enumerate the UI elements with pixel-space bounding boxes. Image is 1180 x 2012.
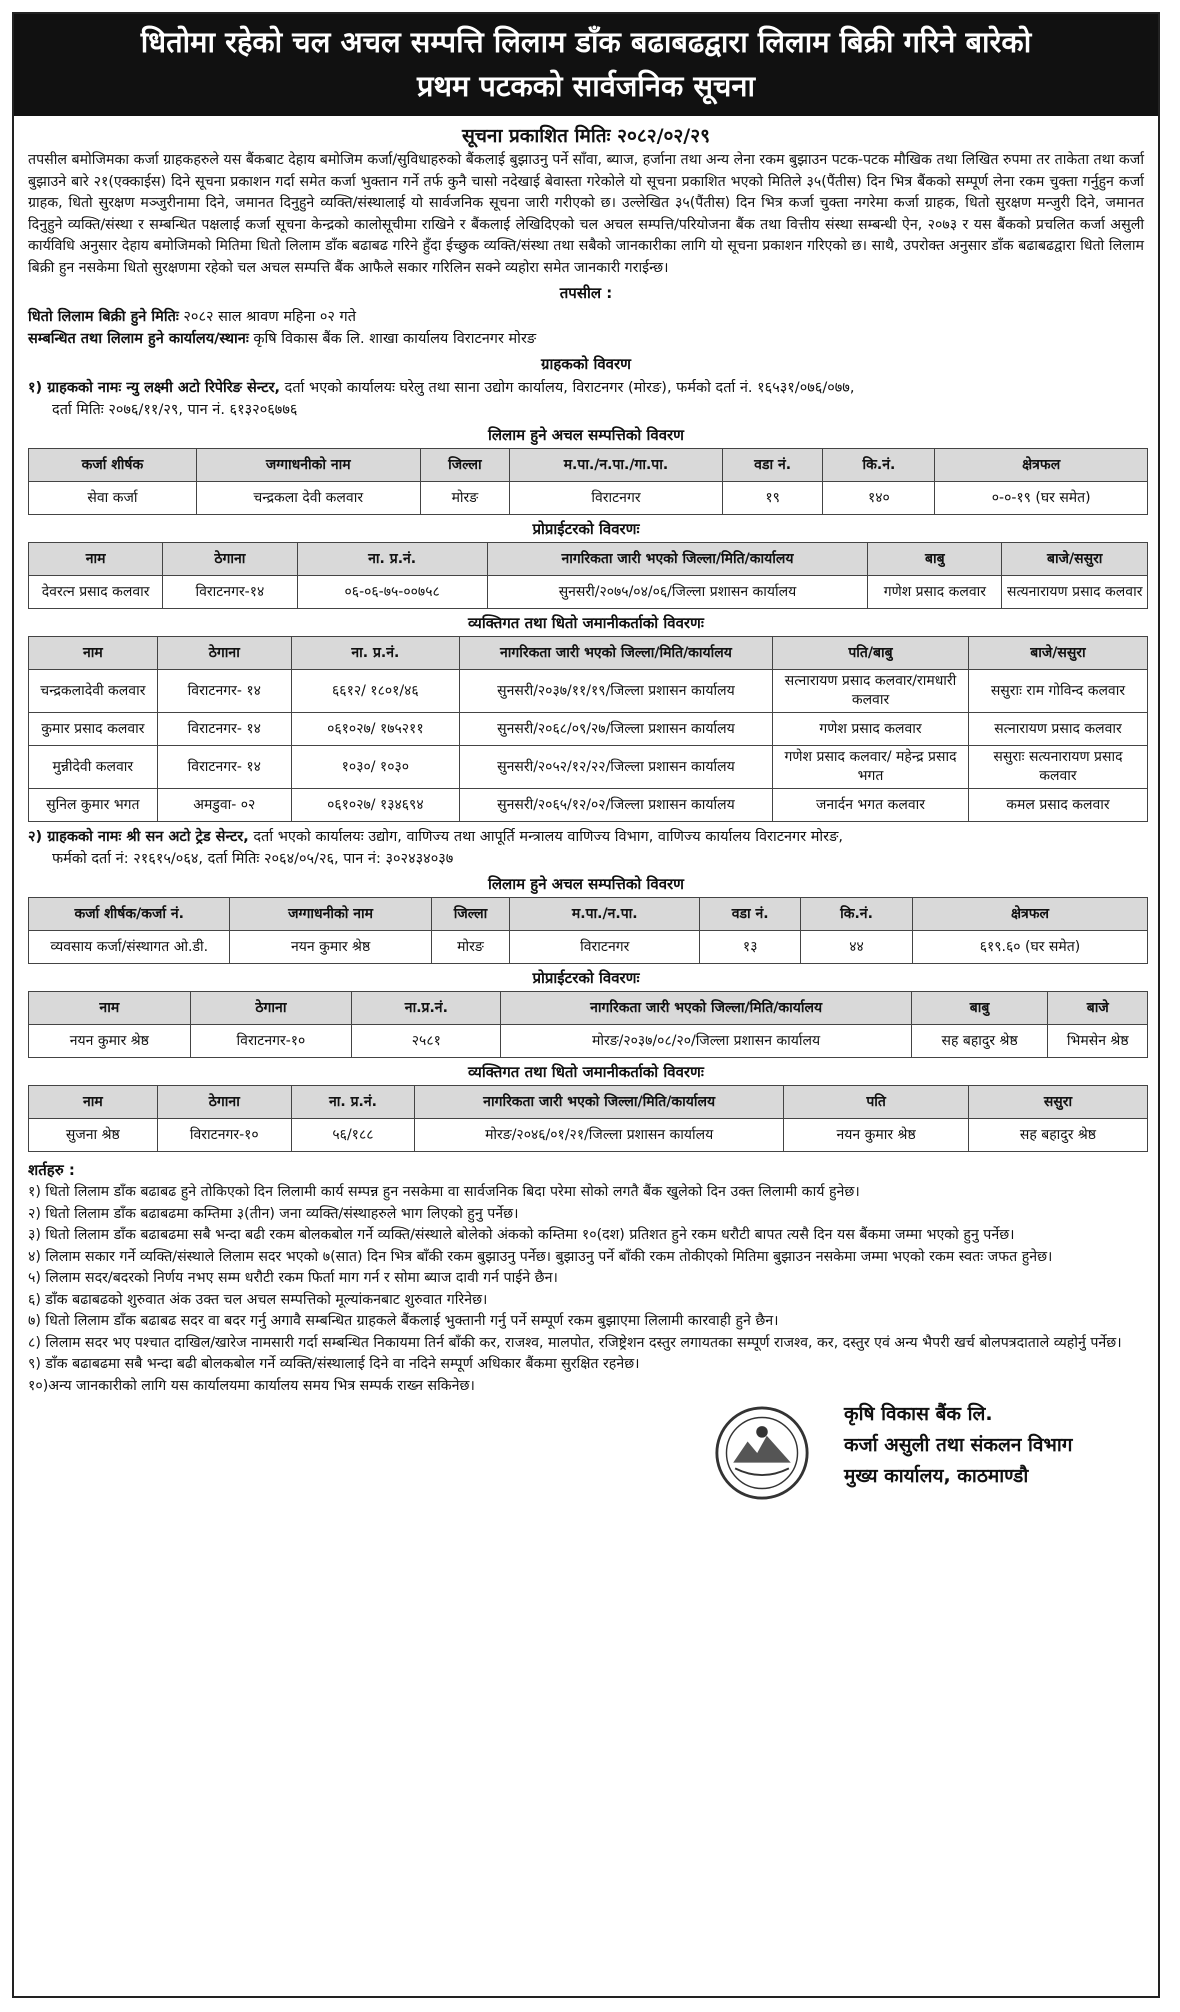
c1-guarantor-table — [28, 636, 1148, 822]
term-item: ९) डाँक बढाबढमा सबै भन्दा बढी बोलकबोल गर्ने व्यक्ति/संस्थालाई दिने वा नदिने सम्पूर्ण अधिकार बैंकमा सुरक्षित रहनेछ। — [28, 1356, 640, 1372]
table-header-row — [29, 1086, 1148, 1119]
table-header-cell: कि.नं. — [823, 449, 935, 482]
table-cell: मुन्नीदेवी कलवार — [29, 746, 158, 789]
table-cell: मोरङ — [431, 931, 509, 964]
table-header-cell: कि.नं. — [801, 898, 913, 931]
table-cell: ६६१२/ १८०१/४६ — [291, 670, 459, 713]
table-cell: १४० — [823, 482, 935, 515]
c2-property-heading: लिलाम हुने अचल सम्पत्तिको विवरण — [487, 875, 685, 893]
table-cell: गणेश प्रसाद कलवार/ महेन्द्र प्रसाद भगत — [773, 746, 969, 789]
table-cell: विराटनगर-१० — [157, 1119, 291, 1152]
table-cell: कमल प्रसाद कलवार — [968, 789, 1147, 822]
table-header-cell: जिल्ला — [431, 898, 509, 931]
table-cell: कुमार प्रसाद कलवार — [29, 713, 158, 746]
customer-1-line — [14, 377, 1158, 399]
auction-date-value: २०८२ साल श्रावण महिना ०२ गते — [183, 309, 356, 325]
table-row — [29, 576, 1148, 609]
table-row — [29, 789, 1148, 822]
term-item: ६) डाँक बढाबढको शुरुवात अंक उक्त चल अचल सम्पत्तिको मूल्यांकनबाट शुरुवात गरिनेछ। — [28, 1291, 488, 1308]
customer-2-line — [14, 826, 1158, 848]
table-cell: विराटनगर- १४ — [157, 670, 291, 713]
term-item: १०)अन्य जानकारीको लागि यस कार्यालयमा कार्यालय समय भित्र सम्पर्क राख्न सकिनेछ। — [28, 1377, 475, 1394]
c1-proprietor-table — [28, 542, 1148, 609]
table-row — [29, 1025, 1148, 1058]
c1-guarantor-heading: व्यक्तिगत तथा धितो जमानीकर्ताको विवरणः — [468, 614, 704, 632]
c1-property-heading: लिलाम हुने अचल सम्पत्तिको विवरण — [487, 426, 685, 444]
table-header-cell: ना. प्र.नं. — [291, 1086, 414, 1119]
title-line-2: प्रथम पटकको सार्वजनिक सूचना — [416, 69, 756, 103]
term-item: ४) लिलाम सकार गर्ने व्यक्ति/संस्थाले लिलाम सदर भएको ७(सात) दिन भित्र बाँकी रकम बुझाउनु पर्नेछ। बुझाउनु पर्ने बाँकी रकम तोकीएको मितिमा बुझाउन नसकेमा जम्मा भएको रकम स्वतः जफत हुनेछ। — [28, 1248, 1053, 1265]
table-cell: चन्द्रकलादेवी कलवार — [29, 670, 158, 713]
table-cell: विराटनगर-१० — [190, 1025, 352, 1058]
customer-1-name: १) ग्राहकको नामः न्यु लक्ष्मी अटो रिपेरिङ सेन्टर, — [28, 380, 281, 396]
c2-guarantor-heading: व्यक्तिगत तथा धितो जमानीकर्ताको विवरणः — [468, 1063, 704, 1081]
table-header-cell: नाम — [29, 637, 158, 670]
table-header-cell: कर्जा शीर्षक — [29, 449, 197, 482]
terms-title: शर्तहरु : — [28, 1161, 75, 1179]
table-cell: गणेश प्रसाद कलवार — [773, 713, 969, 746]
table-cell: सह बहादुर श्रेष्ठ — [911, 1025, 1048, 1058]
table-header-cell: ना. प्र.नं. — [297, 543, 487, 576]
term-item: १) धितो लिलाम डाँक बढाबढ हुने तोकिएको दिन लिलामी कार्य सम्पन्न हुन नसकेमा वा सार्वजनिक बिदा परेमा सोको लगतै बैंक खुलेको दिन उक्त लिलामी कार्य हुनेछ। — [28, 1184, 860, 1200]
term-item: ३) धितो लिलाम डाँक बढाबढमा सबै भन्दा बढी रकम बोलकबोल गर्ने व्यक्ति/संस्थाले बोलेको अंकको कम्तिमा १०(दश) प्रतिशत हुने रकम धरौटी बापत त्यसै दिन यस बैंकमा जम्मा भएको हुनु पर्नेछ। — [28, 1227, 1015, 1243]
table-header-cell: बाबु — [868, 543, 1002, 576]
table-header-cell: नागरिकता जारी भएको जिल्ला/मिति/कार्यालय — [459, 637, 772, 670]
title-line-1: धितोमा रहेको चल अचल सम्पत्ति लिलाम डाँक बढाबढद्वारा लिलाम बिक्री गरिने बारेको — [140, 25, 1032, 59]
intro-paragraph: तपसील बमोजिमका कर्जा ग्राहकहरुले यस बैंकबाट देहाय बमोजिम कर्जा/सुविधाहरुको बैंकलाई बुझाउनु पर्ने साँवा, ब्याज, हर्जाना तथा अन्य लेना रकम बुझाउन पटक-पटक मौखिक तथा लिखित रुपमा तर ताकेता तथा कर्जा बुझाउने बारे २१(एक्काईस) दिने सूचना प्रकाशन गर्दा समेत कर्जा भुक्तान गर्ने तर्फ कुनै चासो नदेखाई बेवास्ता गरेकोले यो सूचना प्रकाशित भएको मितिले ३५(पैंतीस) दिन भित्र बैंकको सम्पूर्ण लेना रकम चुक्ता गर्नुहुन कर्जा ग्राहक, धितो सुरक्षण मञ्जुरीनामा दिने, जमानत दिनुहुने व्यक्ति/संस्थालाई यो सार्वजनिक सूचना जारी गरीएको छ। उल्लेखित ३५(पैंतीस) दिन भित्र कर्जा चुक्ता नगरेमा कर्जा ग्राहक, धितो सुरक्षण मन्जुरी दिने, जमानत दिनुहुने व्यक्ति/संस्था र सम्बन्धित पक्षलाई कर्जा सूचना केन्द्रको कालोसूचीमा राखिने र बैंकलाई लेखिदिएको चल अचल सम्पत्ति/परियोजना बैंक तथा वित्तीय संस्था सम्बन्धी ऐन, २०७३ र यस बैंकको प्रचलित कर्जा असुली कार्यविधि अनुसार देहाय बमोजिमको मितिमा धितो लिलाम डाँक बढाबढ गरिने हुँदा ईच्छुक व्यक्ति/संस्था तथा सबैको जानकारीका लागि यो सूचना प्रकाशन गरिएको छ। साथै, उपरोक्त अनुसार डाँक बढाबढद्वारा धितो लिलाम बिक्री हुन नसकेमा धितो सुरक्षणमा रहेको चल अचल सम्पत्ति बैंक आफैले सकार गरिलिन सक्ने व्यहोरा समेत जानकारी गराईन्छ। — [28, 152, 1144, 276]
table-cell: १९ — [722, 482, 823, 515]
c1-property-table — [28, 448, 1148, 515]
table-header-cell: पति — [784, 1086, 969, 1119]
table-cell: सत्यनारायण प्रसाद कलवार — [1002, 576, 1148, 609]
table-cell: ससुराः राम गोविन्द कलवार — [968, 670, 1147, 713]
signature-text — [844, 1399, 1072, 1492]
term-item: ७) धितो लिलाम डाँक बढाबढ सदर वा बदर गर्नु अगावै सम्बन्धित ग्राहकले बैंकलाई भुक्तानी गर्नु पर्ने सम्पूर्ण रकम बुझाएमा लिलामी कारवाही हुने छैन। — [28, 1313, 779, 1329]
table-header-cell: नागरिकता जारी भएको जिल्ला/मिति/कार्यालय — [501, 992, 911, 1025]
publication-date: सूचना प्रकाशित मितिः २०८२/०२/२९ — [461, 125, 710, 147]
c2-proprietor-table — [28, 991, 1148, 1058]
table-cell: अमडुवा- ०२ — [157, 789, 291, 822]
customer-1-details-line-2: दर्ता मितिः २०७६/११/२९, पान नं. ६१३२०६७७६ — [52, 402, 298, 418]
table-cell: गणेश प्रसाद कलवार — [868, 576, 1002, 609]
table-header-cell: ना.प्र.नं. — [352, 992, 501, 1025]
table-header-cell: नाम — [29, 1086, 158, 1119]
table-cell: सुनसरी/२०३७/११/१९/जिल्ला प्रशासन कार्यालय — [459, 670, 772, 713]
table-cell: १३ — [700, 931, 801, 964]
table-header-cell: म.पा./न.पा./गा.पा. — [510, 449, 723, 482]
table-cell: सह बहादुर श्रेष्ठ — [968, 1119, 1147, 1152]
table-cell: १०३०/ १०३० — [291, 746, 459, 789]
table-cell: सेवा कर्जा — [29, 482, 197, 515]
table-header-cell: ठेगाना — [190, 992, 352, 1025]
customer-2-details-line-2: फर्मको दर्ता नं: २१६१५/०६४, दर्ता मितिः २०६४/०५/२६, पान नं: ३०२४३४०३७ — [52, 851, 454, 867]
auction-office-label: सम्बन्धित तथा लिलाम हुने कार्यालय/स्थानः — [28, 331, 249, 347]
customer-1-details: दर्ता भएको कार्यालयः घरेलु तथा साना उद्योग कार्यालय, विराटनगर (मोरङ), फर्मको दर्ता नं. १६५३१/०७६/०७७, — [280, 380, 855, 396]
table-row — [29, 482, 1148, 515]
customer-details-heading: ग्राहकको विवरण — [540, 355, 631, 373]
table-header-row — [29, 898, 1148, 931]
table-header-cell: पति/बाबु — [773, 637, 969, 670]
signature-bank-name: कृषि विकास बैंक लि. — [844, 1403, 993, 1425]
table-cell: २५८१ — [352, 1025, 501, 1058]
notice-title-banner — [14, 14, 1158, 116]
table-row — [29, 931, 1148, 964]
table-cell: सुनसरी/२०६५/१२/०२/जिल्ला प्रशासन कार्यालय — [459, 789, 772, 822]
table-cell: मोरङ/२०४६/०१/२१/जिल्ला प्रशासन कार्यालय — [415, 1119, 784, 1152]
table-header-row — [29, 449, 1148, 482]
table-cell: सुनसरी/२०६८/०९/२७/जिल्ला प्रशासन कार्यालय — [459, 713, 772, 746]
table-header-cell: बाजे/ससुरा — [1002, 543, 1148, 576]
table-header-cell: म.पा./न.पा. — [510, 898, 700, 931]
table-cell: ०६१०२७/ १३४६९४ — [291, 789, 459, 822]
table-header-cell: नागरिकता जारी भएको जिल्ला/मिति/कार्यालय — [415, 1086, 784, 1119]
c2-guarantor-table — [28, 1085, 1148, 1152]
table-header-cell: बाबु — [911, 992, 1048, 1025]
table-row — [29, 746, 1148, 789]
table-cell: सुनसरी/२०७५/०४/०६/जिल्ला प्रशासन कार्यालय — [487, 576, 867, 609]
table-cell: मोरङ/२०३७/०८/२०/जिल्ला प्रशासन कार्यालय — [501, 1025, 911, 1058]
table-cell: विराटनगर- १४ — [157, 746, 291, 789]
table-cell: ०६१०२७/ १७५२११ — [291, 713, 459, 746]
table-header-cell: जिल्ला — [420, 449, 510, 482]
table-header-cell: क्षेत्रफल — [935, 449, 1148, 482]
table-header-cell: नाम — [29, 992, 191, 1025]
table-row — [29, 713, 1148, 746]
table-cell: ०६-०६-७५-००७५८ — [297, 576, 487, 609]
table-cell: विराटनगर — [510, 482, 723, 515]
table-cell: सत्नारायण प्रसाद कलवार — [968, 713, 1147, 746]
table-header-cell: कर्जा शीर्षक/कर्जा नं. — [29, 898, 230, 931]
table-header-row — [29, 637, 1148, 670]
table-row — [29, 670, 1148, 713]
table-cell: ४४ — [801, 931, 913, 964]
table-header-cell: बाजे — [1048, 992, 1148, 1025]
customer-2-details: दर्ता भएको कार्यालयः उद्योग, वाणिज्य तथा आपूर्ति मन्त्रालय वाणिज्य विभाग, वाणिज्य कार्यालय विराटनगर मोरङ, — [248, 829, 843, 845]
table-cell: नयन कुमार श्रेष्ठ — [230, 931, 431, 964]
c1-proprietor-heading: प्रोप्राईटरको विवरणः — [532, 520, 640, 538]
table-cell: ०-०-१९ (घर समेत) — [935, 482, 1148, 515]
auction-date-line — [14, 306, 1158, 328]
table-cell: ६१९.६० (घर समेत) — [912, 931, 1147, 964]
table-header-cell: नाम — [29, 543, 163, 576]
signature-block — [14, 1397, 1158, 1521]
table-cell: व्यवसाय कर्जा/संस्थागत ओ.डी. — [29, 931, 230, 964]
table-cell: सुनिल कुमार भगत — [29, 789, 158, 822]
auction-date-label: धितो लिलाम बिक्री हुने मितिः — [28, 309, 179, 325]
table-header-cell: जग्गाधनीको नाम — [196, 449, 420, 482]
table-header-cell: ससुरा — [968, 1086, 1147, 1119]
term-item: ८) लिलाम सदर भए पश्चात दाखिल/खारेज नामसारी गर्दा सम्बन्धित निकायमा तिर्न बाँकी कर, राजश्व, मालपोत, रजिष्ट्रेशन दस्तुर लगायतका सम्पूर्ण राजश्व, कर, दस्तुर एवं अन्य भैपरी खर्च बोलपत्रदाताले व्यहोर्नु पर्नेछ। — [28, 1334, 1122, 1351]
table-header-cell: ना. प्र.नं. — [291, 637, 459, 670]
table-cell: नयन कुमार श्रेष्ठ — [784, 1119, 969, 1152]
table-header-cell: ठेगाना — [163, 543, 297, 576]
table-cell: चन्द्रकला देवी कलवार — [196, 482, 420, 515]
table-header-cell: वडा नं. — [722, 449, 823, 482]
table-cell: ५६/१८८ — [291, 1119, 414, 1152]
table-cell: जनार्दन भगत कलवार — [773, 789, 969, 822]
notice-page — [12, 12, 1160, 1998]
signature-department: कर्जा असुली तथा संकलन विभाग — [844, 1434, 1073, 1456]
table-cell: विराटनगर-१४ — [163, 576, 297, 609]
c2-property-table — [28, 897, 1148, 964]
table-header-cell: जग्गाधनीको नाम — [230, 898, 431, 931]
terms-list — [14, 1182, 1158, 1397]
term-item: २) धितो लिलाम डाँक बढाबढमा कम्तिमा ३(तीन) जना व्यक्ति/संस्थाहरुले भाग लिएको हुनु पर्नेछ। — [28, 1205, 519, 1222]
term-item: ५) लिलाम सदर/बदरको निर्णय नभए सम्म धरौटी रकम फिर्ता माग गर्न र सोमा ब्याज दावी गर्न पाईने छैन। — [28, 1270, 558, 1286]
table-cell: ससुराः सत्यनारायण प्रसाद कलवार — [968, 746, 1147, 789]
table-header-row — [29, 992, 1148, 1025]
auction-office-value: कृषि विकास बैंक लि. शाखा कार्यालय विराटनगर मोरङ — [253, 331, 537, 347]
c2-proprietor-heading: प्रोप्राईटरको विवरणः — [532, 969, 640, 987]
table-header-cell: ठेगाना — [157, 637, 291, 670]
table-header-cell: क्षेत्रफल — [912, 898, 1147, 931]
table-header-cell: वडा नं. — [700, 898, 801, 931]
bank-seal-logo — [714, 1405, 810, 1501]
table-cell: मोरङ — [420, 482, 510, 515]
signature-office: मुख्य कार्यालय, काठमाण्डौ — [844, 1465, 1029, 1487]
table-cell: विराटनगर — [510, 931, 700, 964]
table-header-cell: बाजे/ससुरा — [968, 637, 1147, 670]
table-cell: भिमसेन श्रेष्ठ — [1048, 1025, 1148, 1058]
table-row — [29, 1119, 1148, 1152]
table-header-cell: नागरिकता जारी भएको जिल्ला/मिति/कार्यालय — [487, 543, 867, 576]
table-cell: सुनसरी/२०५२/१२/२२/जिल्ला प्रशासन कार्यालय — [459, 746, 772, 789]
table-cell: नयन कुमार श्रेष्ठ — [29, 1025, 191, 1058]
table-header-cell: ठेगाना — [157, 1086, 291, 1119]
auction-office-line — [14, 328, 1158, 350]
table-cell: सत्नारायण प्रसाद कलवार/रामधारी कलवार — [773, 670, 969, 713]
table-header-row — [29, 543, 1148, 576]
tapsil-label: तपसील : — [559, 284, 613, 302]
table-cell: सुजना श्रेष्ठ — [29, 1119, 158, 1152]
customer-2-name: २) ग्राहकको नामः श्री सन अटो ट्रेड सेन्टर, — [28, 829, 249, 845]
table-cell: देवरत्न प्रसाद कलवार — [29, 576, 163, 609]
table-cell: विराटनगर- १४ — [157, 713, 291, 746]
